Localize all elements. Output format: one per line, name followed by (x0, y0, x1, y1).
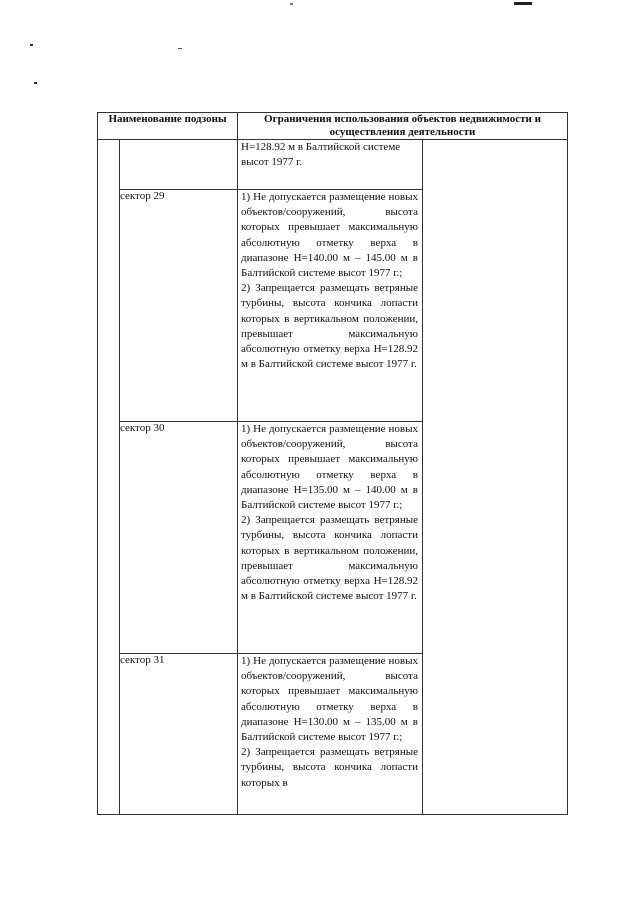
header-subzone-name: Наименование подзоны (98, 113, 238, 140)
scan-speck (178, 48, 182, 49)
table-header-row (98, 113, 568, 140)
scan-speck (514, 2, 532, 5)
sector-cell: сектор 31 (120, 654, 238, 815)
restriction-cell (238, 140, 423, 190)
restriction-text: 1) Не допускается размещение новых объектов/сооружений, высота которых превышает максимальную абсолютную отметку верха в диапазоне Н=140.00 м – 145.00 м в Балтийской системе высот 1977 г.; 2) Запрещается размещать ветряные турбины, высота кончика лопасти которых в вертикальном положении, превышает максимальную абсолютную отметку верха Н=128.92 м в Балтийской системе высот 1977 г. (241, 191, 418, 371)
restriction-cell (238, 190, 423, 422)
scan-speck (290, 3, 293, 5)
empty-cell (423, 140, 568, 815)
table-row (98, 140, 568, 190)
spacer-cell (98, 140, 120, 815)
restriction-text: 1) Не допускается размещение новых объектов/сооружений, высота которых превышает максимальную абсолютную отметку верха в диапазоне Н=135.00 м – 140.00 м в Балтийской системе высот 1977 г.; 2) Запрещается размещать ветряные турбины, высота кончика лопасти которых в вертикальном положении, превышает максимальную абсолютную отметку верха Н=128.92 м в Балтийской системе высот 1977 г. (241, 423, 418, 603)
scan-speck (34, 82, 37, 84)
sector-cell: сектор 30 (120, 422, 238, 654)
restrictions-table (97, 112, 568, 815)
sector-cell (120, 140, 238, 190)
restriction-text: 1) Не допускается размещение новых объектов/сооружений, высота которых превышает максимальную абсолютную отметку верха в диапазоне Н=130.00 м – 135.00 м в Балтийской системе высот 1977 г.; 2) Запрещается размещать ветряные турбины, высота кончика лопасти которых в (241, 655, 418, 789)
restriction-cell (238, 422, 423, 654)
header-restrictions: Ограничения использования объектов недвижимости и осуществления деятельности (238, 113, 568, 140)
restriction-cell (238, 654, 423, 815)
scan-speck (30, 44, 33, 46)
sector-cell: сектор 29 (120, 190, 238, 422)
restriction-text: Н=128.92 м в Балтийской системе высот 1977 г. (241, 141, 401, 169)
